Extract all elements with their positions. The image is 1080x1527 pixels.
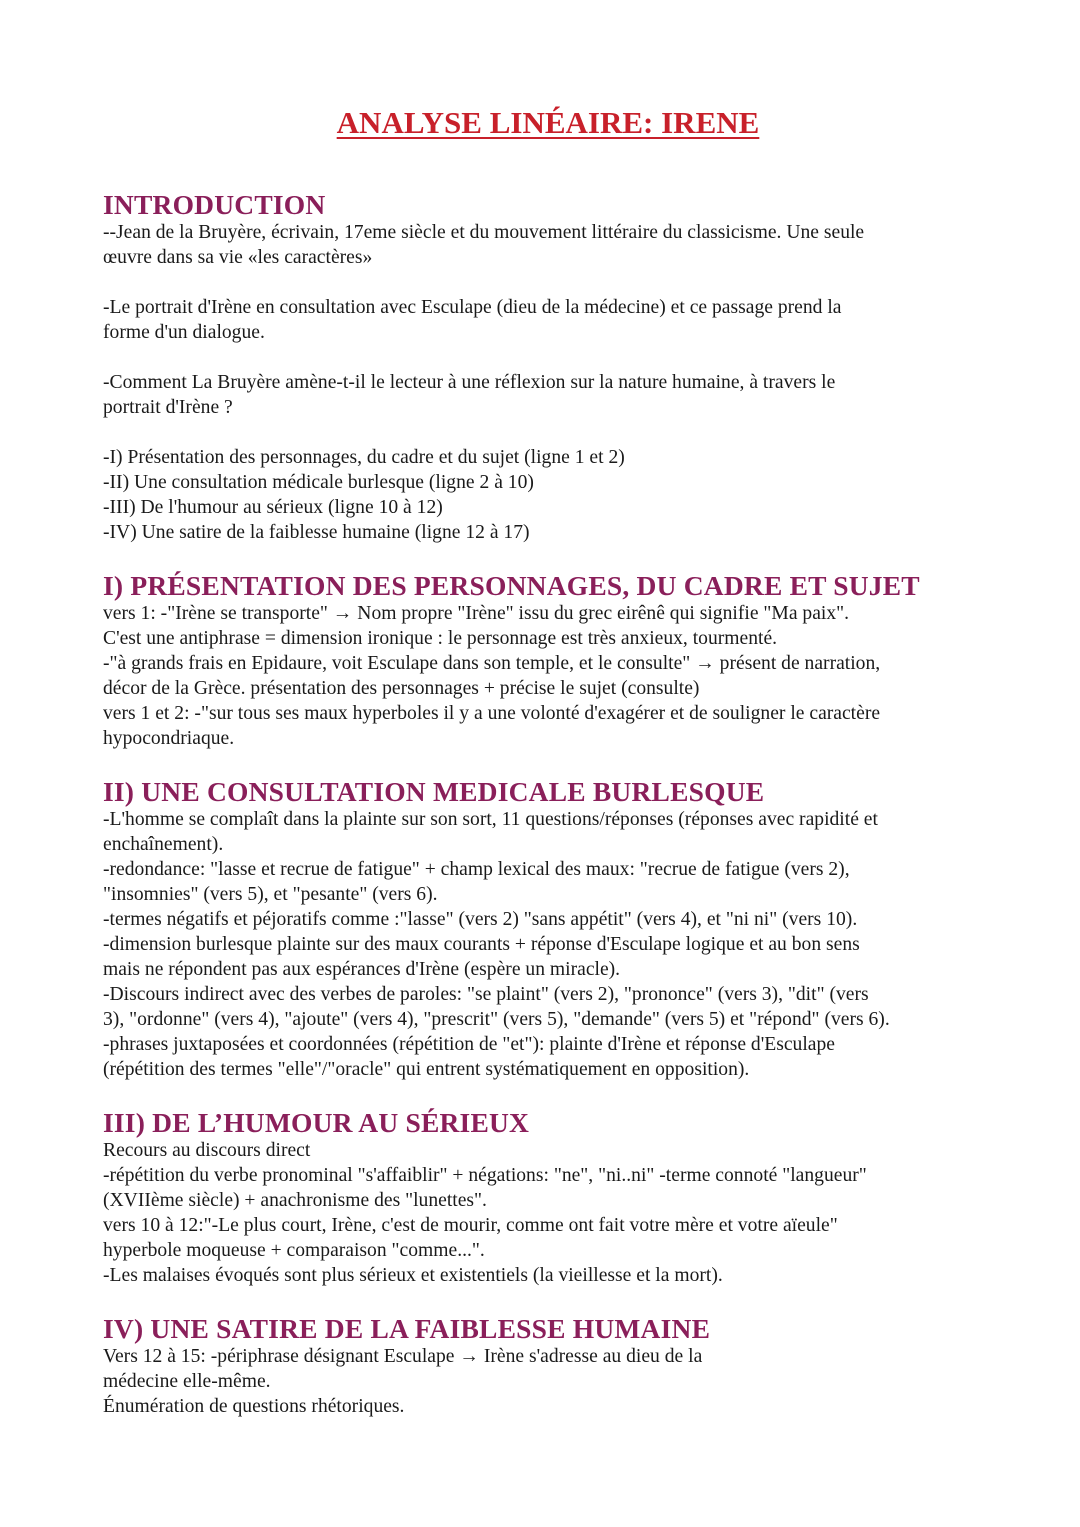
text-line: médecine elle-même. <box>103 1371 271 1392</box>
text-line: forme d'un dialogue. <box>103 322 265 343</box>
section-heading: II) UNE CONSULTATION MEDICALE BURLESQUE <box>103 776 765 807</box>
text-line: -phrases juxtaposées et coordonnées (répétition de "et"): plainte d'Irène et réponse d'Esculape <box>103 1034 835 1055</box>
text-line: mais ne répondent pas aux espérances d'Irène (espère un miracle). <box>103 959 621 980</box>
text-line: vers 10 à 12:"-Le plus court, Irène, c'est de mourir, comme ont fait votre mère et votre aïeule" <box>103 1215 838 1236</box>
text-line: -Le portrait d'Irène en consultation avec Esculape (dieu de la médecine) et ce passage prend la <box>103 297 842 318</box>
text-line: -répétition du verbe pronominal "s'affaiblir" + négations: "ne", "ni..ni" -terme connoté "langueur" <box>103 1165 867 1186</box>
document-title: ANALYSE LINÉAIRE: IRENE <box>336 105 760 140</box>
text-line: Recours au discours direct <box>103 1140 311 1161</box>
text-line: hypocondriaque. <box>103 728 235 749</box>
paragraph-gap <box>103 420 993 445</box>
paragraph-gap <box>103 345 993 370</box>
section-4 <box>103 1108 993 1288</box>
section-3 <box>103 777 993 1082</box>
text-line: "insomnies" (vers 5), et "pesante" (vers 6). <box>103 884 438 905</box>
section-heading: IV) UNE SATIRE DE LA FAIBLESSE HUMAINE <box>103 1313 711 1344</box>
section-1 <box>103 190 993 545</box>
paragraph-gap <box>103 270 993 295</box>
text-line: Vers 12 à 15: -périphrase désignant Esculape → Irène s'adresse au dieu de la <box>103 1346 703 1367</box>
text-line: -termes négatifs et péjoratifs comme :"lasse" (vers 2) "sans appétit" (vers 4), et "ni ni" (vers 10). <box>103 909 858 930</box>
text-line: œuvre dans sa vie «les caractères» <box>103 247 373 268</box>
text-line: -Comment La Bruyère amène-t-il le lecteur à une réflexion sur la nature humaine, à travers le <box>103 372 836 393</box>
text-line: 3), "ordonne" (vers 4), "ajoute" (vers 4), "prescrit" (vers 5), "demande" (vers 5) et "répond" (vers 6). <box>103 1009 890 1030</box>
text-line: vers 1: -"Irène se transporte" → Nom propre "Irène" issu du grec eirênê qui signifie "Ma paix". <box>103 603 850 624</box>
text-line: portrait d'Irène ? <box>103 397 233 418</box>
section-5 <box>103 1314 993 1419</box>
text-line: enchaînement). <box>103 834 224 855</box>
text-line: vers 1 et 2: -"sur tous ses maux hyperboles il y a une volonté d'exagérer et de souligner le caractère <box>103 703 881 724</box>
text-line: -II) Une consultation médicale burlesque (ligne 2 à 10) <box>103 472 534 493</box>
text-line: C'est une antiphrase = dimension ironique : le personnage est très anxieux, tourmenté. <box>103 628 778 649</box>
text-line: -Discours indirect avec des verbes de paroles: "se plaint" (vers 2), "prononce" (vers 3), "dit" (vers <box>103 984 869 1005</box>
text-line: Énumération de questions rhétoriques. <box>103 1396 405 1417</box>
text-line: décor de la Grèce. présentation des personnages + précise le sujet (consulte) <box>103 678 700 699</box>
text-line: (répétition des termes "elle"/"oracle" qui entrent systématiquement en opposition). <box>103 1059 750 1080</box>
sections-container <box>103 190 993 1419</box>
document-page <box>103 100 993 1445</box>
text-line: -redondance: "lasse et recrue de fatigue" + champ lexical des maux: "recrue de fatigue (vers 2), <box>103 859 850 880</box>
section-heading: I) PRÉSENTATION DES PERSONNAGES, DU CADRE ET SUJET <box>103 570 920 601</box>
text-line: (XVIIème siècle) + anachronisme des "lunettes". <box>103 1190 487 1211</box>
text-line: -dimension burlesque plainte sur des maux courants + réponse d'Esculape logique et au bon sens <box>103 934 860 955</box>
text-line: -IV) Une satire de la faiblesse humaine (ligne 12 à 17) <box>103 522 530 543</box>
text-line: -I) Présentation des personnages, du cadre et du sujet (ligne 1 et 2) <box>103 447 625 468</box>
text-line: hyperbole moqueuse + comparaison "comme...". <box>103 1240 485 1261</box>
section-2 <box>103 571 993 751</box>
text-line: -Les malaises évoqués sont plus sérieux et existentiels (la vieillesse et la mort). <box>103 1265 723 1286</box>
text-line: -L'homme se complaît dans la plainte sur son sort, 11 questions/réponses (réponses avec rapidité et <box>103 809 878 830</box>
section-heading: III) DE L’HUMOUR AU SÉRIEUX <box>103 1107 530 1138</box>
section-heading: INTRODUCTION <box>103 189 326 220</box>
text-line: -"à grands frais en Epidaure, voit Esculape dans son temple, et le consulte" → présent de narration, <box>103 653 881 674</box>
text-line: --Jean de la Bruyère, écrivain, 17eme siècle et du mouvement littéraire du classicisme. Une seule <box>103 222 865 243</box>
text-line: -III) De l'humour au sérieux (ligne 10 à 12) <box>103 497 443 518</box>
